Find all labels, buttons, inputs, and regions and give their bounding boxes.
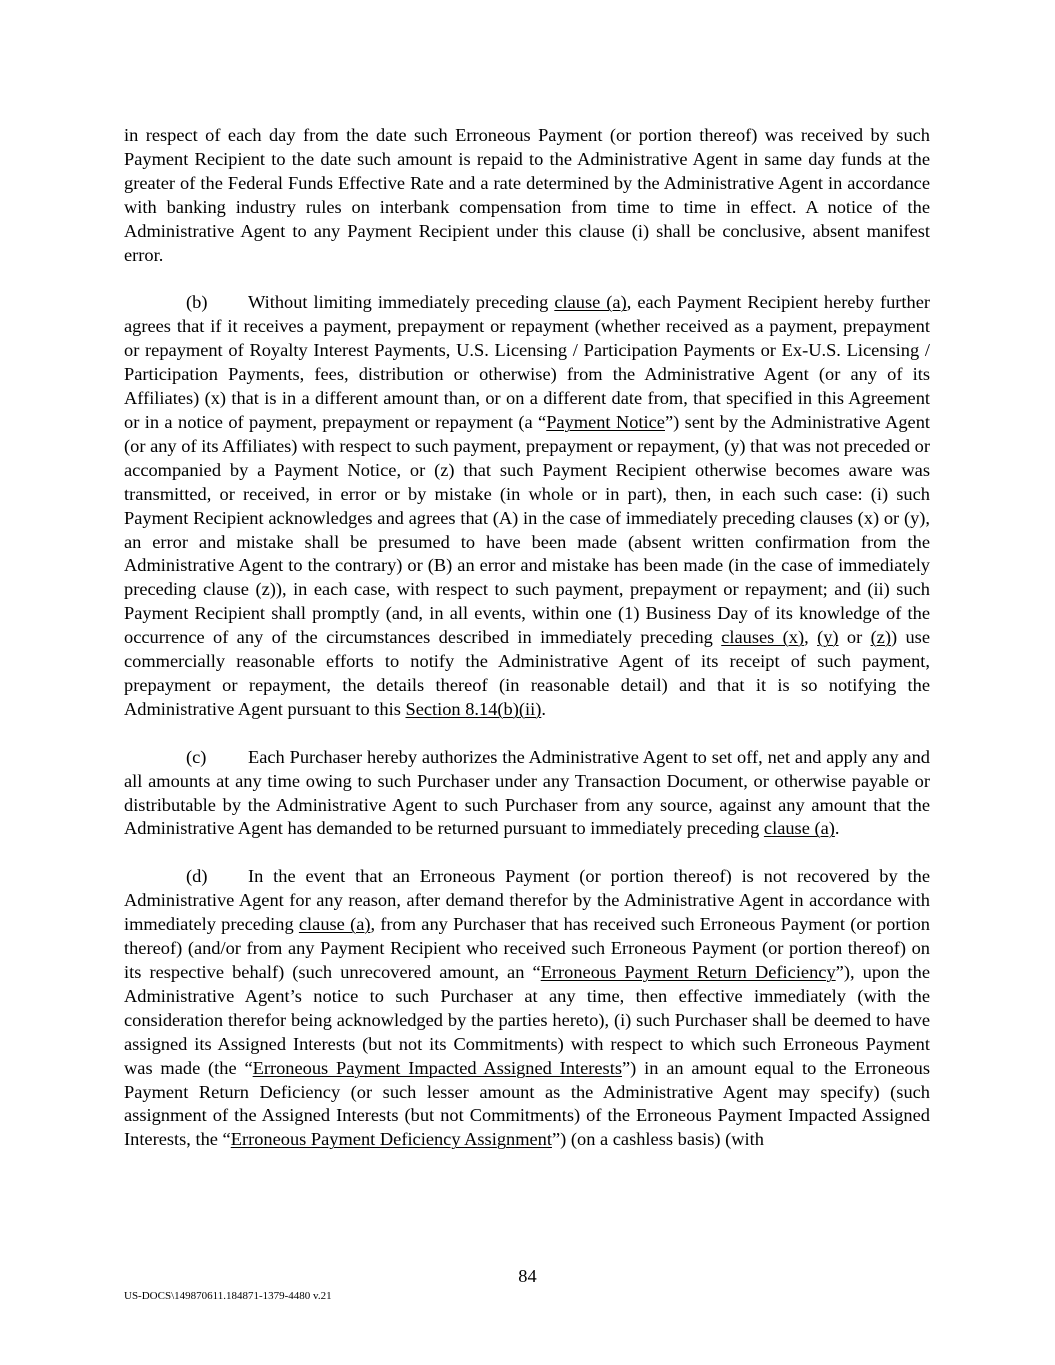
paragraph-label: (b)	[186, 292, 208, 313]
document-id-footer: US-DOCS\149870611.184871-1379-4480 v.21	[124, 1290, 332, 1302]
defined-term-deficiency-assignment: Erroneous Payment Deficiency Assignment	[230, 1129, 552, 1150]
cross-reference-clause-y: (y)	[817, 627, 839, 648]
page-number: 84	[518, 1266, 537, 1286]
defined-term-return-deficiency: Erroneous Payment Return Deficiency	[540, 962, 836, 982]
paragraph-text: .	[834, 818, 840, 839]
paragraph-text: ”), upon the Administrative Agent’s notice to such Purchaser at any time, then effective immediately (with the consideration therefor being acknowledged by the parties hereto), (i) such Purchaser shall be deemed to have assigned its Assigned Interests (but not its Commitments) with respect to which such Erroneous Payment was made (the “	[124, 962, 930, 1078]
paragraph-text: In the event that an Erroneous Payment (or portion thereof) is not recovered by the Administrative Agent for any reason, after demand therefor by the Administrative Agent in accordance with immediately preceding	[124, 866, 930, 935]
paragraph-text: ”) sent by the Administrative Agent (or any of its Affiliates) with respect to such payment, prepayment or repayment, (y) that was not preceded or accompanied by a Payment Notice, or (z) that such Payment Recipient otherwise becomes aware was transmitted, or received, in error or by mistake (in whole or in part), then, in each such case: (i) such Payment Recipient acknowledges and agrees that (A) in the case of immediately preceding clauses (x) or (y), an error and mistake shall be presumed to have been made (absent written confirmation from the Administrative Agent to the contrary) or (B) an error and mistake has been made (in the case of immediately preceding clause (z)), in each case, with respect to such payment, prepayment or repayment; and (ii) such Payment Recipient shall promptly (and, in all events, within one (1) Business Day of its knowledge of the occurrence of any of the circumstances described in immediately preceding	[124, 411, 931, 648]
paragraph-text: .	[541, 698, 546, 719]
defined-term-impacted-assigned-interests: Erroneous Payment Impacted Assigned Interests	[252, 1057, 622, 1078]
paragraph-text: , from any Purchaser that has received such Erroneous Payment (or portion thereof) (and/or from any Payment Recipient who received such Erroneous Payment (or portion thereof) on its respective behalf) (such unrecovered amount, an “	[124, 914, 930, 982]
paragraph-text: Without limiting immediately preceding	[248, 292, 555, 313]
paragraph-b	[124, 291, 930, 721]
paragraph-c	[124, 746, 930, 842]
paragraph-text: ) use commercially reasonable efforts to notify the Administrative Agent of its receipt of such payment, prepayment or repayment, the details thereof (in reasonable detail) and that it is so notifying the Administrative Agent pursuant to this	[124, 627, 930, 719]
paragraph-a-continuation	[124, 124, 930, 267]
page-body	[124, 124, 930, 1176]
cross-reference-clause-z: (z)	[870, 627, 891, 648]
cross-reference-section: Section 8.14(b)(ii)	[405, 698, 542, 719]
paragraph-label: (c)	[186, 746, 207, 767]
cross-reference-clause-a: clause (a)	[298, 914, 371, 935]
paragraph-text: ”) (on a cashless basis) (with	[552, 1129, 764, 1150]
cross-reference-clause-a: clause (a)	[763, 818, 835, 839]
paragraph-text: Each Purchaser hereby authorizes the Administrative Agent to set off, net and apply any and all amounts at any time owing to such Purchaser under any Transaction Document, or otherwise payable or distributable by the Administrative Agent to such Purchaser from any source, against any amount that the Administrative Agent has demanded to be returned pursuant to immediately preceding	[124, 746, 930, 839]
paragraph-text: ”) in an amount equal to the Erroneous Payment Return Deficiency (or such lesser amount as the Administrative Agent may specify) (such assignment of the Assigned Interests (but not Commitments) of the Erroneous Payment Impacted Assigned Interests, the “	[124, 1057, 930, 1150]
defined-term-payment-notice: Payment Notice	[546, 411, 665, 432]
paragraph-text: ,	[804, 627, 818, 648]
paragraph-d	[124, 865, 930, 1152]
cross-reference-clause-a: clause (a)	[554, 292, 627, 313]
paragraph-text: , each Payment Recipient hereby further agrees that if it receives a payment, prepayment or repayment (whether received as a payment, prepayment or repayment of Royalty Interest Payments, U.S. Licensing / Participation Payments or Ex-U.S. Licensing / Participation Payments, fees, distribution or otherwise) from the Administrative Agent (or any of its Affiliates) (x) that is in a different amount than, or on a different date from, that specified in this Agreement or in a notice of payment, prepayment or repayment (a “	[124, 292, 930, 432]
paragraph-text: in respect of each day from the date such Erroneous Payment (or portion thereof) was received by such Payment Recipient to the date such amount is repaid to the Administrative Agent in same day funds at the greater of the Federal Funds Effective Rate and a rate determined by the Administrative Agent in accordance with banking industry rules on interbank compensation from time to time in effect. A notice of the Administrative Agent to any Payment Recipient under this clause (i) shall be conclusive, absent manifest error.	[124, 125, 930, 265]
paragraph-text: or	[838, 627, 871, 648]
cross-reference-clauses-x: clauses (x)	[721, 627, 805, 648]
paragraph-label: (d)	[186, 866, 208, 887]
